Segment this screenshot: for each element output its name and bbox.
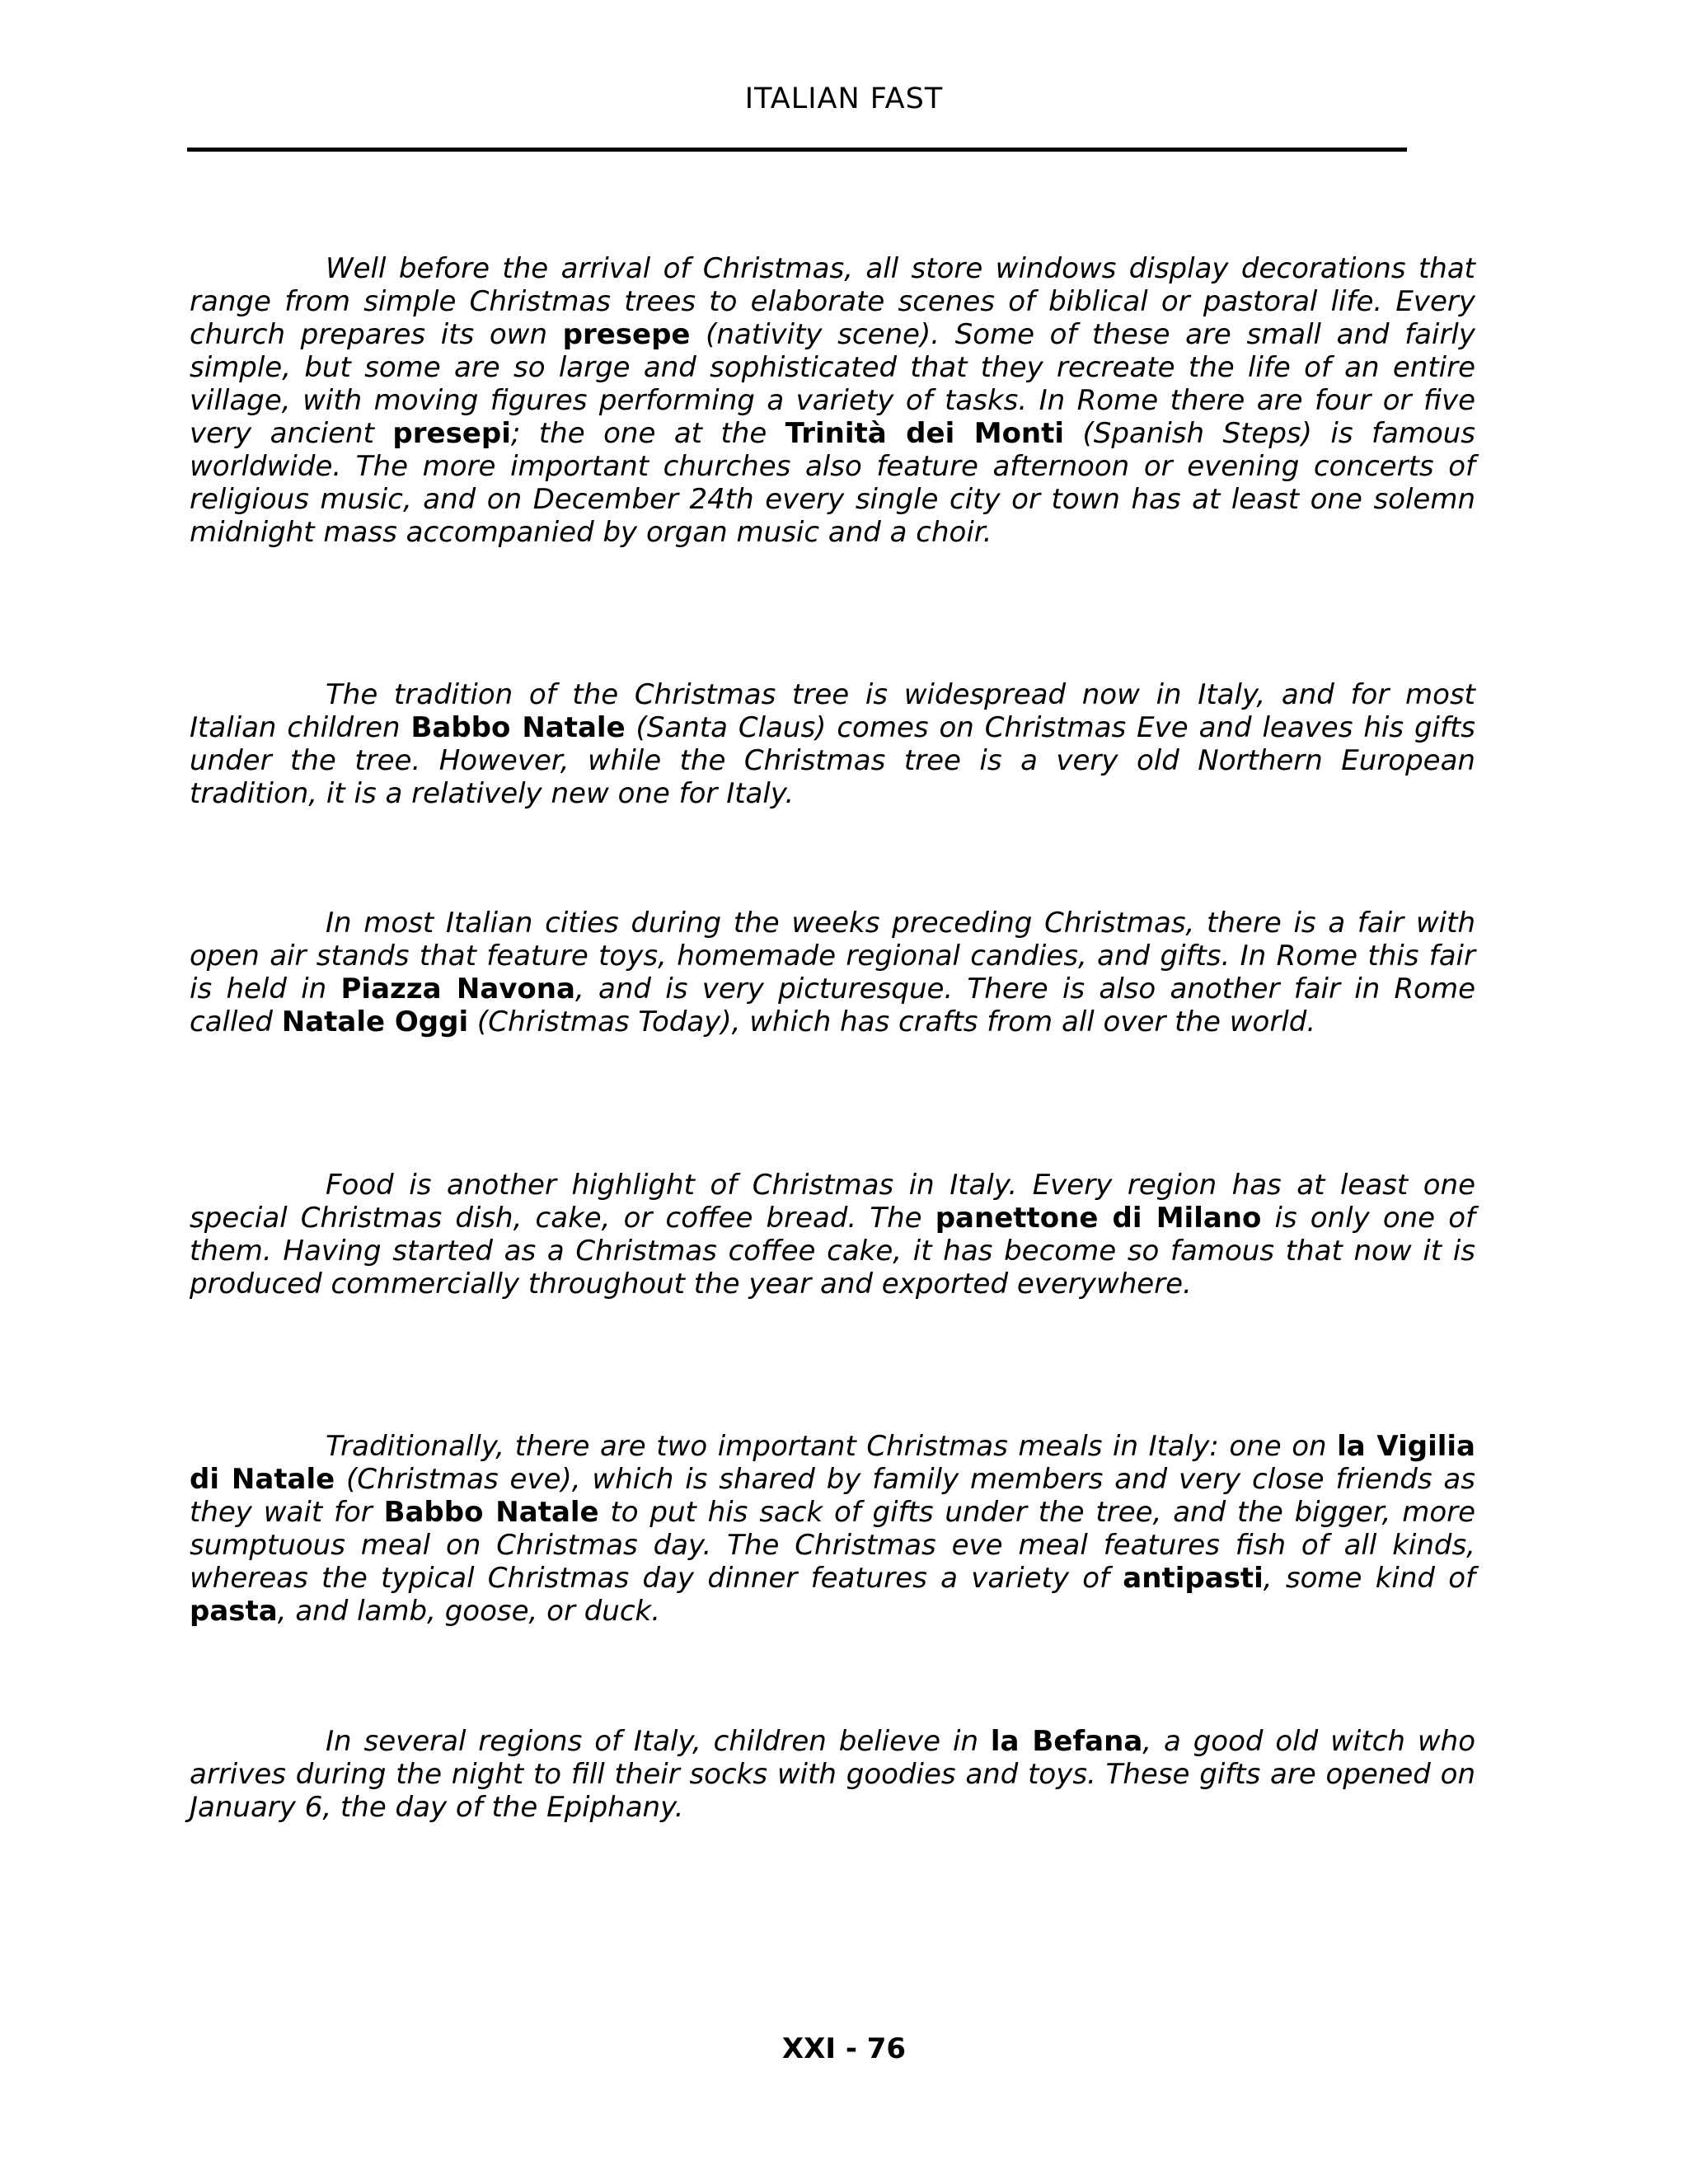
italian-term: presepi xyxy=(392,417,511,450)
italian-term: Babbo Natale xyxy=(383,1496,599,1529)
italian-term: la Vigilia di Natale xyxy=(190,1430,1475,1496)
text-run: , and lamb, goose, or duck. xyxy=(277,1595,661,1628)
text-run: (nativity scene). Some of these are small and fairly simple, but some are so large and sophisticated that they recreate the life of an entire village, with moving figures performing a variety of tasks. In Rome there are four or five very ancient xyxy=(190,318,1475,450)
italian-term: presepe xyxy=(562,318,691,351)
text-run: In several regions of Italy, children believe in xyxy=(326,1725,991,1758)
paragraph-befana xyxy=(190,1725,1475,1824)
page-header: ITALIAN FAST xyxy=(744,82,944,115)
italian-term: antipasti xyxy=(1123,1562,1264,1595)
text-run: Well before the arrival of Christmas, all store windows display decorations that range from simple Christmas trees to elaborate scenes of biblical or pastoral life. Every church prepares its own xyxy=(190,252,1475,351)
text-run: Food is another highlight of Christmas in Italy. Every region has at least one special Christmas dish, cake, or coffee bread. The xyxy=(190,1169,1475,1235)
text-run: ; the one at the xyxy=(510,417,785,450)
text-run: Traditionally, there are two important Christmas meals in Italy: one on xyxy=(326,1430,1338,1463)
text-run: , some kind of xyxy=(1263,1562,1476,1595)
italian-term: la Befana xyxy=(990,1725,1143,1758)
text-run: (Spanish Steps) is famous worldwide. The more important churches also feature afternoon or evening concerts of religious music, and on December 24th every single city or town has at least one solemn midnight mass accompanied by organ music and a choir. xyxy=(190,417,1476,549)
text-run: In most Italian cities during the weeks preceding Christmas, there is a fair with open air stands that feature toys, homemade regional candies, and gifts. In Rome this fair is held in xyxy=(190,907,1475,1005)
paragraph-food xyxy=(190,1169,1475,1301)
page-number: XXI - 76 xyxy=(781,2032,907,2065)
paragraph-store-windows xyxy=(190,252,1475,549)
italian-term: Babbo Natale xyxy=(410,711,626,744)
text-run: , a good old witch who arrives during the night to fill their socks with goodies and toys. These gifts are opened on January 6, the day of the Epiphany. xyxy=(190,1725,1475,1824)
paragraph-christmas-fair xyxy=(190,907,1475,1038)
text-run: The tradition of the Christmas tree is widespread now in Italy, and for most Italian children xyxy=(190,678,1475,744)
italian-term: Trinità dei Monti xyxy=(785,417,1065,450)
header-rule xyxy=(187,148,1407,152)
text-run: is only one of them. Having started as a Christmas coffee cake, it has become so famous that now it is produced commercially throughout the year and exported everywhere. xyxy=(190,1202,1475,1301)
italian-term: panettone di Milano xyxy=(935,1202,1262,1235)
italian-term: Piazza Navona xyxy=(340,972,575,1005)
paragraph-christmas-tree xyxy=(190,678,1475,810)
italian-term: pasta xyxy=(190,1595,278,1628)
paragraph-christmas-meals xyxy=(190,1430,1475,1628)
text-run: , and is very picturesque. There is also another fair in Rome called xyxy=(190,972,1475,1038)
text-run: to put his sack of gifts under the tree, and the bigger, more sumptuous meal on Christmas day. The Christmas eve meal features fish of all kinds, whereas the typical Christmas day dinner features a variety of xyxy=(190,1496,1476,1595)
italian-term: Natale Oggi xyxy=(281,1005,469,1038)
text-run: (Christmas eve), which is shared by family members and very close friends as they wait for xyxy=(190,1463,1475,1529)
text-run: (Christmas Today), which has crafts from all over the world. xyxy=(468,1005,1316,1038)
text-run: (Santa Claus) comes on Christmas Eve and leaves his gifts under the tree. However, while the Christmas tree is a very old Northern European tradition, it is a relatively new one for Italy. xyxy=(190,711,1475,810)
